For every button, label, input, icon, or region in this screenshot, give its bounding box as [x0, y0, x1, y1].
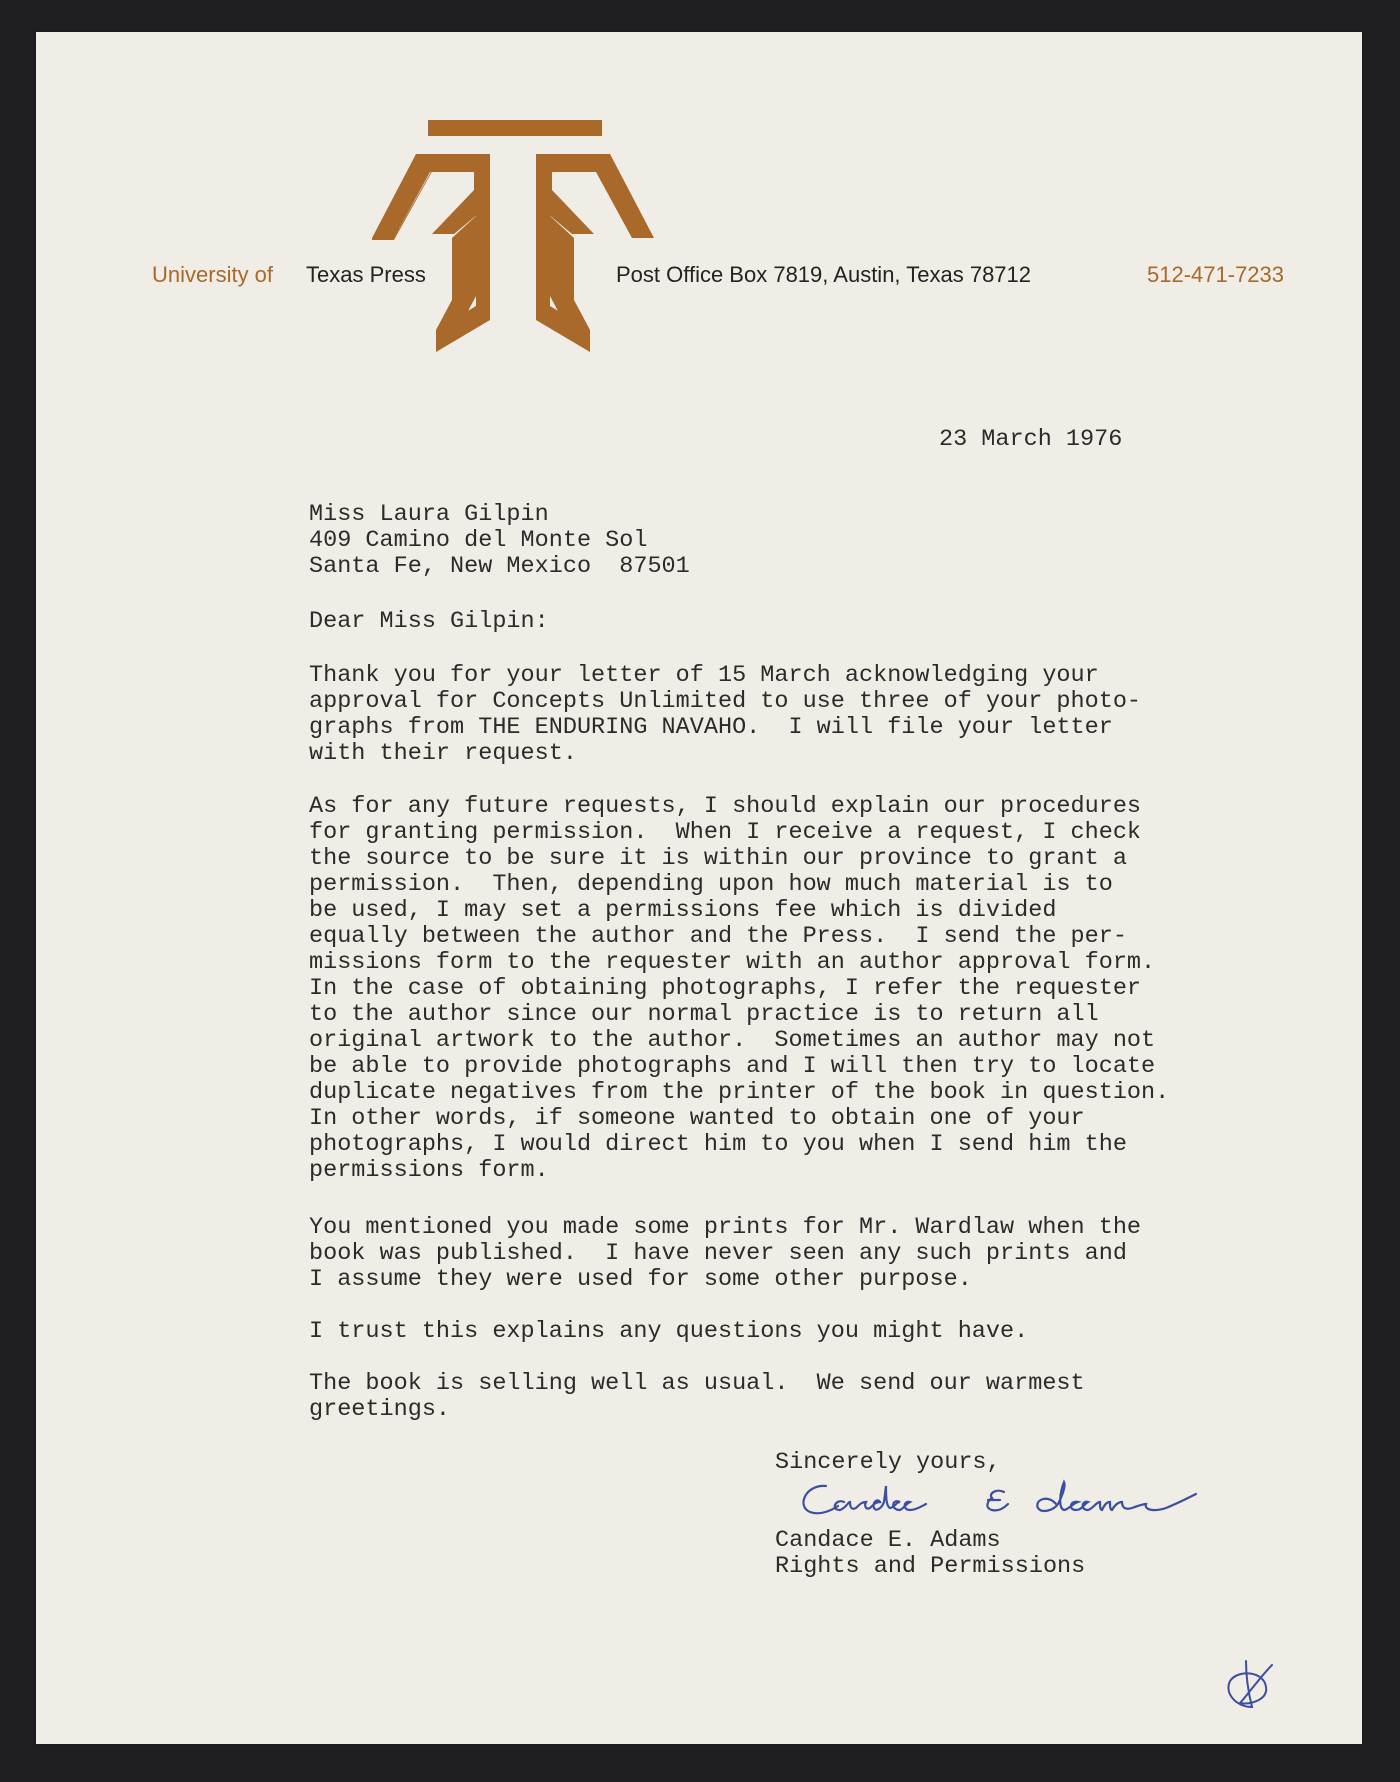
paragraph-line: The book is selling well as usual. We send our warmest: [309, 1370, 1085, 1397]
paragraph-line: with their request.: [309, 740, 577, 767]
paragraph-line: Thank you for your letter of 15 March acknowledging your: [309, 662, 1099, 689]
paragraph-line: for granting permission. When I receive a request, I check: [309, 819, 1142, 846]
paragraph-1: [309, 663, 1141, 767]
recipient-address: [309, 502, 690, 580]
paragraph-line: permission. Then, depending upon how much material is to: [309, 871, 1113, 898]
recipient-line: Santa Fe, New Mexico 87501: [309, 553, 690, 580]
paragraph-2: [309, 794, 1169, 1184]
closing: Sincerely yours,: [775, 1449, 1001, 1476]
paragraph-line: be able to provide photographs and I will then try to locate: [309, 1053, 1156, 1080]
paragraph-line: I assume they were used for some other purpose.: [309, 1266, 972, 1293]
paragraph-line: greetings.: [309, 1396, 451, 1423]
paragraph-line: the source to be sure it is within our province to grant a: [309, 845, 1127, 872]
paragraph-line: You mentioned you made some prints for Mr. Wardlaw when the: [309, 1214, 1142, 1241]
paragraph-line: missions form to the requester with an author approval form.: [309, 949, 1156, 976]
paragraph-line: book was published. I have never seen any such prints and: [309, 1240, 1127, 1267]
letter-page: [36, 32, 1362, 1744]
paragraph-line: photographs, I would direct him to you when I send him the: [309, 1131, 1127, 1158]
paragraph-line: approval for Concepts Unlimited to use three of your photo-: [309, 688, 1142, 715]
paragraph-3: [309, 1215, 1141, 1293]
paragraph-line: permissions form.: [309, 1157, 549, 1184]
signer-name: Candace E. Adams: [775, 1527, 1001, 1554]
letterhead-address: Post Office Box 7819, Austin, Texas 78712: [616, 262, 1032, 287]
salutation: Dear Miss Gilpin:: [309, 608, 549, 635]
letterhead-university: University of: [152, 262, 274, 287]
paragraph-line: be used, I may set a permissions fee which is divided: [309, 897, 1057, 924]
paragraph-line: As for any future requests, I should explain our procedures: [309, 793, 1142, 820]
letterhead-press-name: Texas Press: [306, 262, 426, 287]
paragraph-line: equally between the author and the Press. I send the per-: [309, 923, 1127, 950]
paragraph-line: In the case of obtaining photographs, I refer the requester: [309, 975, 1142, 1002]
paragraph-line: I trust this explains any questions you might have.: [309, 1318, 1029, 1345]
handwritten-mark: [1216, 1647, 1286, 1717]
paragraph-line: duplicate negatives from the printer of the book in question.: [309, 1079, 1170, 1106]
paragraph-line: original artwork to the author. Sometimes an author may not: [309, 1027, 1156, 1054]
paragraph-line: In other words, if someone wanted to obtain one of your: [309, 1105, 1085, 1132]
paragraph-4: [309, 1319, 1028, 1345]
recipient-line: Miss Laura Gilpin: [309, 501, 549, 528]
handwritten-signature: [796, 1472, 1256, 1532]
paragraph-line: to the author since our normal practice is to return all: [309, 1001, 1099, 1028]
recipient-line: 409 Camino del Monte Sol: [309, 527, 648, 554]
signer-title: Rights and Permissions: [775, 1553, 1086, 1580]
paragraph-line: graphs from THE ENDURING NAVAHO. I will file your letter: [309, 714, 1113, 741]
paragraph-5: [309, 1371, 1085, 1423]
letter-date: 23 March 1976: [939, 426, 1123, 453]
letterhead-phone: 512-471-7233: [1147, 262, 1285, 287]
signer-block: [775, 1528, 1085, 1580]
university-of-texas-press-logo: [372, 120, 654, 352]
